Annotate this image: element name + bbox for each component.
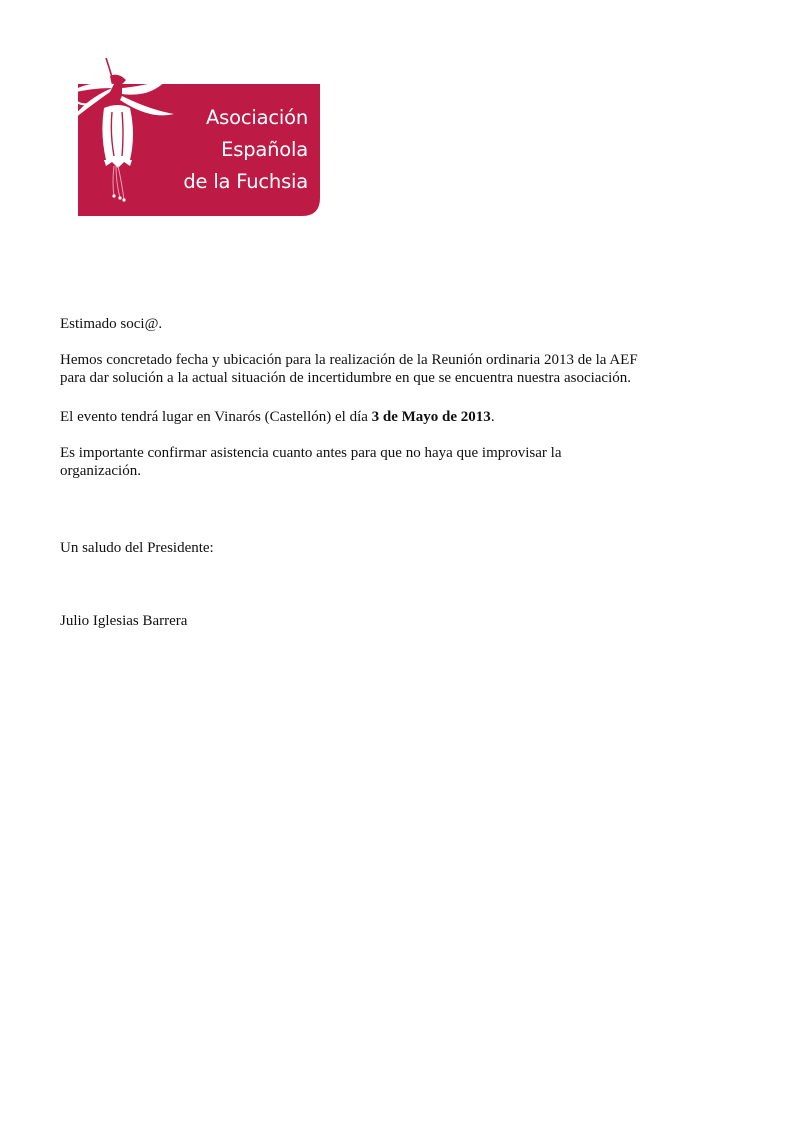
event-date: 3 de Mayo de 2013: [371, 409, 491, 425]
association-logo: [60, 48, 322, 220]
greeting: Estimado soci@.: [60, 316, 163, 332]
logo-graphic: [60, 48, 322, 220]
logo-line-1: Asociación: [206, 106, 308, 129]
confirm-line-1: Es importante confirmar asistencia cuanto antes para que no haya que improvisar la: [60, 445, 562, 461]
intro-paragraph: [60, 351, 740, 387]
logo-line-2: Española: [221, 138, 308, 161]
intro-line-2: para dar solución a la actual situación de incertidumbre en que se encuentra nuestra asociación.: [60, 370, 632, 386]
confirm-line-2: organización.: [60, 463, 141, 479]
event-suffix: .: [490, 409, 495, 425]
closing: Un saludo del Presidente:: [60, 540, 214, 556]
intro-line-1: Hemos concretado fecha y ubicación para la realización de la Reunión ordinaria 2013 de la AEF: [60, 352, 638, 368]
event-prefix: El evento tendrá lugar en Vinarós (Castellón) el día: [60, 409, 372, 425]
confirm-paragraph: [60, 444, 740, 480]
signature: Julio Iglesias Barrera: [60, 613, 188, 629]
event-paragraph: [60, 408, 740, 426]
logo-line-3: de la Fuchsia: [183, 170, 308, 193]
